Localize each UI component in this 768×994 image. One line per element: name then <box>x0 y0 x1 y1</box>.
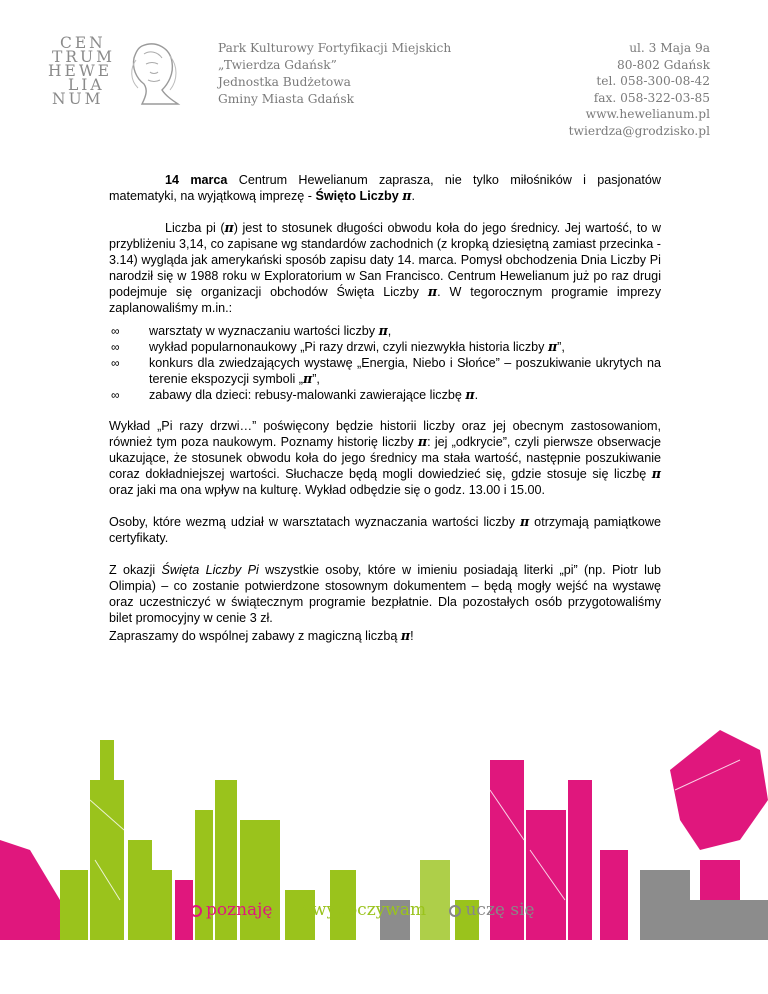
intro-text: Centrum Hewelianum zaprasza, nie tylko miłośników i pasjonatów matematyki, na wyjątkową imprezę - <box>109 173 661 203</box>
org-line: Jednostka Budżetowa <box>218 75 351 89</box>
logo-line: CEN <box>60 34 106 52</box>
address-city: 80-802 Gdańsk <box>616 57 710 72</box>
list-item: ∞ zabawy dla dzieci: rebusy-malowanki zawierające liczbę π. <box>111 387 479 402</box>
program-list <box>109 323 661 403</box>
logo-line: TRUM <box>52 48 115 66</box>
intro-paragraph: 14 marca Centrum Hewelianum zaprasza, nie tylko miłośników i pasjonatów matematyki, na wyjątkową imprezę - Święto Liczby π. <box>109 173 661 203</box>
list-item: ∞ wykład popularnonaukowy „Pi razy drzwi, czyli niezwykła historia liczby π”, <box>111 339 565 354</box>
list-item: ∞ konkurs dla zwiedzających wystawę „Energia, Niebo i Słońce” – poszukiwanie ukrytych na terenie ekspozycji symboli „π”, <box>111 356 661 386</box>
tagline-item: uczę się <box>449 900 534 920</box>
tagline-item: wypoczywam <box>296 900 426 920</box>
website-link[interactable]: www.hewelianum.pl <box>585 107 710 121</box>
email-link[interactable]: twierdza@grodzisko.pl <box>568 123 710 138</box>
logo-line: HEWE <box>48 62 113 80</box>
fax: fax. 058-322-03-85 <box>593 90 710 105</box>
tagline <box>190 900 553 920</box>
event-name: Święto Liczby π <box>315 188 412 203</box>
logo-line: NUM <box>52 90 104 108</box>
city-skyline-decoration <box>0 700 768 994</box>
tagline-item: poznaję <box>190 900 273 920</box>
lecture-paragraph: Wykład „Pi razy drzwi…” poświęcony będzie historii liczby oraz jej obecnym zastosowaniom, również tym poza naukowym. Poznamy historię liczby π: jej „odkrycie”, czyli pierwsze obserwacje ukazujące, że stosunek obwodu koła do jego średnicy ma stała wartość, następnie poszukiwanie coraz dokładniejszej wartości. Słuchacze będą mogli dowiedzieć się, gdzie stosuje się liczbę π oraz jaki ma ona wpływ na kulturę. Wykład odbędzie się o godz. 13.00 i 15.00. <box>109 419 661 497</box>
org-line: Park Kulturowy Fortyfikacji Miejskich <box>218 41 452 55</box>
circle-icon <box>449 905 461 917</box>
org-line: „Twierdza Gdańsk” <box>218 58 337 72</box>
closing-paragraph: Zapraszamy do wspólnej zabawy z magiczną liczbą π! <box>109 628 414 643</box>
phone: tel. 058-300-08-42 <box>596 74 710 88</box>
logo-line: LIA <box>68 76 105 94</box>
circle-icon <box>190 905 202 917</box>
address-street: ul. 3 Maja 9a <box>629 41 710 55</box>
org-line: Gminy Miasta Gdańsk <box>218 92 355 106</box>
event-date: 14 marca <box>165 173 228 187</box>
contact-info <box>569 40 710 139</box>
hewelianum-logo <box>46 36 196 108</box>
organization-info <box>218 40 451 108</box>
list-item: ∞ warsztaty w wyznaczaniu wartości liczby π, <box>111 323 392 338</box>
hevelius-portrait-icon <box>122 40 182 106</box>
admission-paragraph: Z okazji Święta Liczby Pi wszystkie osoby, które w imieniu posiadają literki „pi” (np. Piotr lub Olimpia) – co zostanie potwierdzone stosownym dokumentem – będą mogły wejść na wystawę oraz uczestniczyć w świątecznym programie bezpłatnie. Dla pozostałych osób przygotowaliśmy bilet promocyjny w cenie 3 zł. <box>109 563 661 625</box>
circle-icon <box>296 905 308 917</box>
description-paragraph: Liczba pi (π) jest to stosunek długości obwodu koła do jego średnicy. Jej wartość, to w przybliżeniu 3,14, co zapisane wg standardów zachodnich (z kropką dziesiętną zamiast przecinka - 3.14) wygląda jak amerykański sposób zapisu daty 14. marca. Pomysł obchodzenia Dnia Liczby Pi narodził się w 1988 roku w Exploratorium w San Francisco. Centrum Hewelianum już po raz drugi podejmuje się organizacji obchodów Święta Liczby π. W tegorocznym programie imprezy zaplanowaliśmy m.in.: <box>109 220 661 315</box>
certificate-paragraph: Osoby, które wezmą udział w warsztatach wyznaczania wartości liczby π otrzymają pamiątkowe certyfikaty. <box>109 514 661 545</box>
